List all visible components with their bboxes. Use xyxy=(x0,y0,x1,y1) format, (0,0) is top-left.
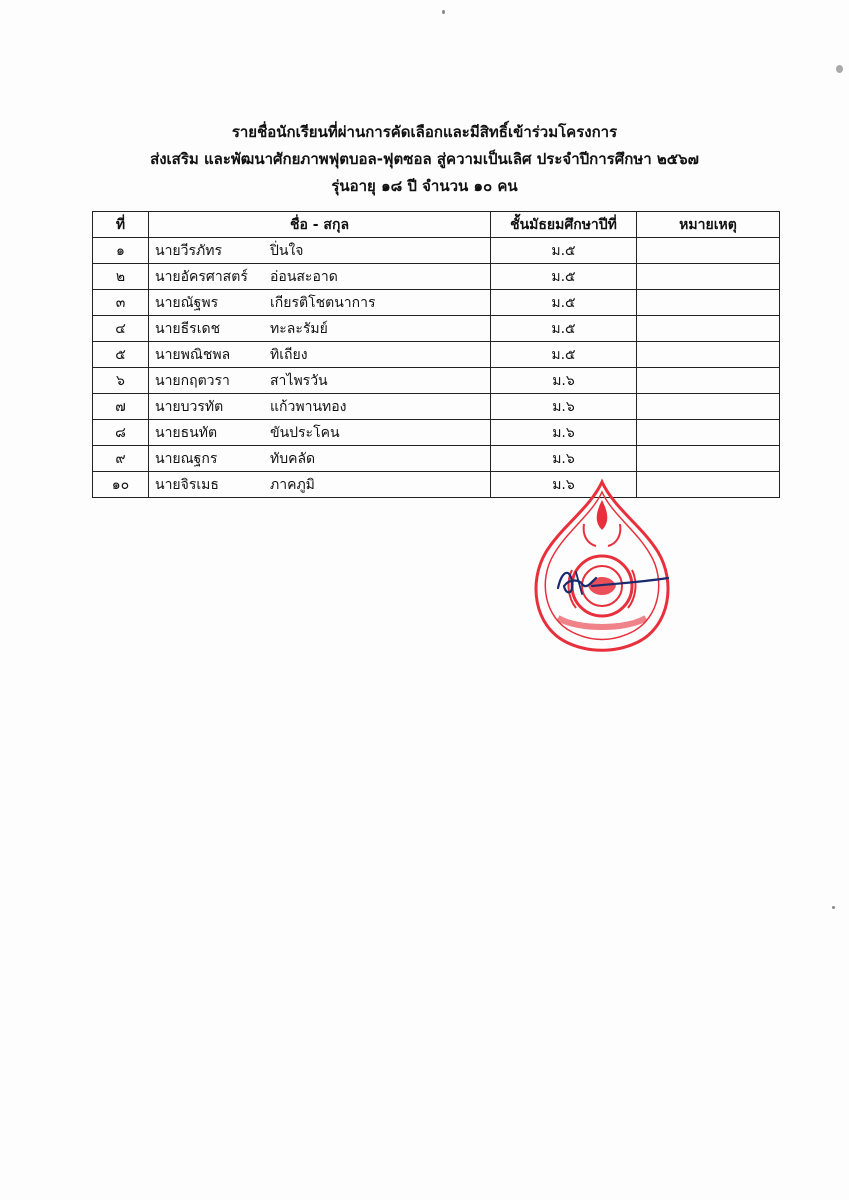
student-given-name: นายบวรทัต xyxy=(155,398,224,415)
grade-level: ม.๖ xyxy=(491,420,637,446)
grade-level: ม.๕ xyxy=(491,290,637,316)
student-name-cell xyxy=(149,394,491,420)
student-name-cell xyxy=(149,238,491,264)
student-family-name: ภาคภูมิ xyxy=(270,476,315,493)
student-family-name: เกียรติโชตนาการ xyxy=(270,294,376,311)
student-name-cell xyxy=(149,446,491,472)
row-number: ๖ xyxy=(93,368,149,394)
student-family-name: ทิเถียง xyxy=(270,346,308,363)
row-number: ๓ xyxy=(93,290,149,316)
grade-level: ม.๖ xyxy=(491,472,637,498)
table-header-row xyxy=(93,212,780,238)
header-level: ชั้นมัธยมศึกษาปีที่ xyxy=(491,212,637,238)
note-cell xyxy=(637,420,780,446)
table-body xyxy=(93,238,780,498)
student-table xyxy=(92,211,780,498)
row-number: ๑ xyxy=(93,238,149,264)
student-name-cell xyxy=(149,290,491,316)
title-line-3: รุ่นอายุ ๑๘ ปี จำนวน ๑๐ คน xyxy=(331,177,518,195)
student-name-cell xyxy=(149,316,491,342)
row-number: ๙ xyxy=(93,446,149,472)
student-family-name: ทับคลัด xyxy=(270,450,316,467)
student-family-name: ขันประโคน xyxy=(270,424,340,441)
title-line-2: ส่งเสริม และพัฒนาศักยภาพฟุตบอล-ฟุตซอล สู่ความเป็นเลิศ ประจำปีการศึกษา ๒๕๖๗ xyxy=(150,150,699,168)
student-given-name: นายธีรเดช xyxy=(155,320,221,337)
student-given-name: นายจิรเมธ xyxy=(155,476,219,493)
row-number: ๕ xyxy=(93,342,149,368)
header-note: หมายเหตุ xyxy=(637,212,780,238)
student-name-cell xyxy=(149,472,491,498)
table-row xyxy=(93,368,780,394)
student-name-cell xyxy=(149,342,491,368)
row-number: ๑๐ xyxy=(93,472,149,498)
header-no: ที่ xyxy=(93,212,149,238)
signature xyxy=(552,560,672,600)
note-cell xyxy=(637,316,780,342)
student-given-name: นายณัฐพร xyxy=(155,294,219,311)
student-given-name: นายอัครศาสตร์ xyxy=(155,268,248,285)
grade-level: ม.๕ xyxy=(491,238,637,264)
student-family-name: แก้วพานทอง xyxy=(270,398,347,415)
note-cell xyxy=(637,342,780,368)
note-cell xyxy=(637,446,780,472)
grade-level: ม.๖ xyxy=(491,368,637,394)
scan-speck xyxy=(442,10,445,14)
student-given-name: นายกฤตวรา xyxy=(155,372,230,389)
student-family-name: ทะละรัมย์ xyxy=(270,320,328,337)
student-given-name: นายวีรภัทร xyxy=(155,242,222,259)
note-cell xyxy=(637,238,780,264)
student-family-name: อ่อนสะอาด xyxy=(270,268,338,285)
grade-level: ม.๖ xyxy=(491,394,637,420)
grade-level: ม.๖ xyxy=(491,446,637,472)
student-family-name: สาไพรวัน xyxy=(270,372,328,389)
scan-speck xyxy=(832,906,835,909)
table-row xyxy=(93,238,780,264)
note-cell xyxy=(637,394,780,420)
table-row xyxy=(93,290,780,316)
table-row xyxy=(93,446,780,472)
student-given-name: นายณฐกร xyxy=(155,450,218,467)
row-number: ๒ xyxy=(93,264,149,290)
scan-speck xyxy=(836,65,843,73)
note-cell xyxy=(637,290,780,316)
table-row xyxy=(93,264,780,290)
table-row xyxy=(93,394,780,420)
grade-level: ม.๕ xyxy=(491,264,637,290)
student-name-cell xyxy=(149,368,491,394)
student-given-name: นายธนทัต xyxy=(155,424,218,441)
row-number: ๗ xyxy=(93,394,149,420)
title-line-1: รายชื่อนักเรียนที่ผ่านการคัดเลือกและมีสิทธิ์เข้าร่วมโครงการ xyxy=(231,123,618,141)
row-number: ๔ xyxy=(93,316,149,342)
row-number: ๘ xyxy=(93,420,149,446)
note-cell xyxy=(637,368,780,394)
student-name-cell xyxy=(149,264,491,290)
student-given-name: นายพณิชพล xyxy=(155,346,231,363)
header-name: ชื่อ - สกุล xyxy=(149,212,491,238)
table-row xyxy=(93,420,780,446)
grade-level: ม.๕ xyxy=(491,316,637,342)
student-name-cell xyxy=(149,420,491,446)
table-row xyxy=(93,342,780,368)
grade-level: ม.๕ xyxy=(491,342,637,368)
student-family-name: ปิ่นใจ xyxy=(270,242,304,259)
note-cell xyxy=(637,264,780,290)
table-row xyxy=(93,316,780,342)
